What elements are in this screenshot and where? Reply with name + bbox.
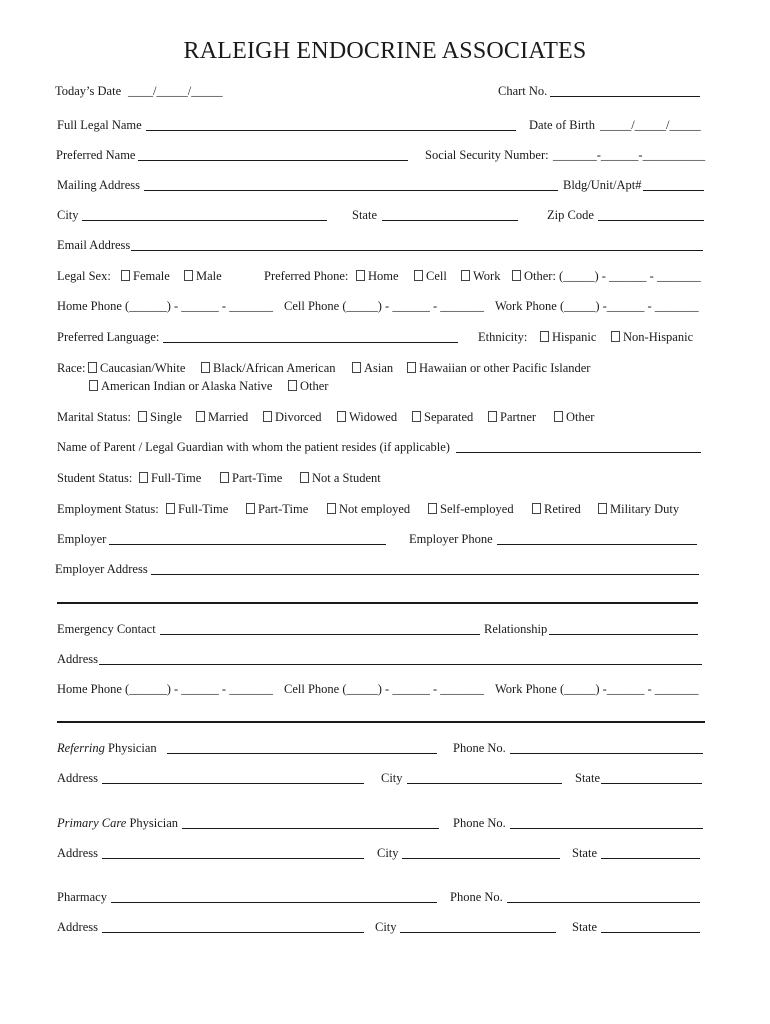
employment-full-time-option[interactable] — [166, 500, 228, 518]
emergency-address-field[interactable] — [99, 664, 702, 665]
physician-word: Physician — [104, 741, 157, 755]
checkbox-icon[interactable] — [407, 362, 416, 373]
primary-care-address-field[interactable] — [102, 858, 364, 859]
phone-cell-option[interactable] — [414, 267, 447, 285]
marital-widowed-option[interactable] — [337, 408, 397, 426]
chart-no-label: Chart No. — [498, 84, 548, 98]
row-student — [0, 469, 770, 487]
pharmacy-city-field[interactable] — [400, 932, 556, 933]
city-label: City — [57, 208, 79, 222]
row-referring — [0, 739, 770, 757]
emergency-contact-field[interactable] — [160, 634, 480, 635]
checkbox-icon[interactable] — [220, 472, 229, 483]
employer-field[interactable] — [109, 544, 386, 545]
race-hawaiian-option[interactable] — [407, 359, 590, 377]
option-label: Caucasian/White — [100, 361, 186, 375]
checkbox-icon[interactable] — [138, 411, 147, 422]
guardian-label: Name of Parent / Legal Guardian with whom the patient resides (if applicable) — [57, 440, 450, 454]
marital-partner-option[interactable] — [488, 408, 536, 426]
emergency-address-label: Address — [57, 652, 98, 666]
employer-label: Employer — [57, 532, 107, 546]
option-label: Not a Student — [312, 471, 381, 485]
state-field[interactable] — [382, 220, 518, 221]
race-asian-option[interactable] — [352, 359, 393, 377]
cell-phone-field[interactable]: Cell Phone (_____) - ______ - _______ — [284, 299, 484, 313]
checkbox-icon[interactable] — [532, 503, 541, 514]
checkbox-icon[interactable] — [139, 472, 148, 483]
employer-address-field[interactable] — [151, 574, 699, 575]
checkbox-icon[interactable] — [246, 503, 255, 514]
referring-physician-field[interactable] — [167, 753, 437, 754]
primary-care-city-field[interactable] — [402, 858, 560, 859]
option-label: Not employed — [339, 502, 411, 516]
row-emergency-address — [0, 650, 770, 668]
checkbox-icon[interactable] — [356, 270, 365, 281]
checkbox-icon[interactable] — [488, 411, 497, 422]
work-phone-field[interactable]: Work Phone (_____) -______ - _______ — [495, 299, 699, 313]
relationship-label: Relationship — [484, 622, 548, 636]
race-american-indian-option[interactable] — [89, 377, 272, 395]
emergency-home-phone-field[interactable]: Home Phone (______) - ______ - _______ — [57, 682, 273, 696]
option-label: Non-Hispanic — [623, 330, 694, 344]
checkbox-icon[interactable] — [166, 503, 175, 514]
full-legal-name-field[interactable] — [146, 130, 516, 131]
option-label: Cell — [426, 269, 447, 283]
primary-care-phone-field[interactable] — [510, 828, 703, 829]
referring-city-label: City — [381, 771, 403, 785]
zip-label: Zip Code — [547, 208, 594, 222]
option-label: Retired — [544, 502, 581, 516]
checkbox-icon[interactable] — [184, 270, 193, 281]
employer-phone-label: Employer Phone — [409, 532, 493, 546]
checkbox-icon[interactable] — [554, 411, 563, 422]
checkbox-icon[interactable] — [412, 411, 421, 422]
home-phone-field[interactable]: Home Phone (______) - ______ - _______ — [57, 299, 273, 313]
bldg-field[interactable] — [643, 190, 704, 191]
relationship-field[interactable] — [549, 634, 698, 635]
guardian-field[interactable] — [456, 452, 701, 453]
primary-care-address-label: Address — [57, 846, 98, 860]
todays-date-field[interactable]: ____/_____/_____ — [128, 84, 223, 98]
checkbox-icon[interactable] — [327, 503, 336, 514]
pharmacy-city-label: City — [375, 920, 397, 934]
student-full-time-option[interactable] — [139, 469, 201, 487]
todays-date-label: Today’s Date — [55, 84, 122, 98]
date-of-birth-label: Date of Birth — [529, 118, 595, 132]
row-emergency-phones — [0, 680, 770, 698]
state-label: State — [352, 208, 377, 222]
primary-care-physician-field[interactable] — [182, 828, 439, 829]
pharmacy-phone-field[interactable] — [507, 902, 700, 903]
checkbox-icon[interactable] — [288, 380, 297, 391]
option-label: Single — [150, 410, 182, 424]
section-divider — [57, 602, 698, 604]
option-label: Black/African American — [213, 361, 336, 375]
checkbox-icon[interactable] — [263, 411, 272, 422]
bldg-label: Bldg/Unit/Apt# — [563, 178, 642, 192]
ethnicity-non-hispanic-option[interactable] — [611, 328, 693, 346]
option-label: Full-Time — [151, 471, 202, 485]
checkbox-icon[interactable] — [337, 411, 346, 422]
pharmacy-address-label: Address — [57, 920, 98, 934]
row-city-state-zip — [0, 206, 770, 224]
employment-status-label: Employment Status: — [57, 502, 159, 516]
sex-male-option[interactable] — [184, 267, 222, 285]
checkbox-icon[interactable] — [88, 362, 97, 373]
row-date-chart — [0, 82, 770, 100]
option-label: Home — [368, 269, 399, 283]
section-divider — [57, 721, 705, 723]
checkbox-icon[interactable] — [196, 411, 205, 422]
checkbox-icon[interactable] — [540, 331, 549, 342]
row-name-dob — [0, 116, 770, 134]
referring-city-field[interactable] — [407, 783, 562, 784]
preferred-name-field[interactable] — [138, 160, 408, 161]
pharmacy-field[interactable] — [111, 902, 437, 903]
checkbox-icon[interactable] — [428, 503, 437, 514]
row-emergency — [0, 620, 770, 638]
row-employer — [0, 530, 770, 548]
row-phones — [0, 297, 770, 315]
ssn-label: Social Security Number: — [425, 148, 549, 162]
employer-phone-field[interactable] — [497, 544, 697, 545]
row-email — [0, 236, 770, 254]
preferred-phone-label: Preferred Phone: — [264, 269, 349, 283]
primary-care-state-label: State — [572, 846, 597, 860]
option-label: Other — [300, 379, 329, 393]
checkbox-icon[interactable] — [201, 362, 210, 373]
preferred-language-label: Preferred Language: — [57, 330, 160, 344]
date-of-birth-field[interactable]: _____/_____/_____ — [600, 118, 701, 132]
referring-phone-field[interactable] — [510, 753, 703, 754]
row-pharmacy — [0, 888, 770, 906]
referring-address-field[interactable] — [102, 783, 364, 784]
ssn-field[interactable]: _______-______-__________ — [553, 148, 706, 162]
legal-sex-label: Legal Sex: — [57, 269, 111, 283]
race-label: Race: — [57, 361, 86, 375]
row-primary-care-address — [0, 844, 770, 862]
race-other-option[interactable] — [288, 377, 328, 395]
option-label: Self-employed — [440, 502, 514, 516]
checkbox-icon[interactable] — [89, 380, 98, 391]
primary-care-state-field[interactable] — [601, 858, 700, 859]
option-label: Widowed — [349, 410, 398, 424]
employment-military-option[interactable] — [598, 500, 679, 518]
row-race-2 — [0, 377, 770, 395]
city-field[interactable] — [82, 220, 327, 221]
option-label: Asian — [364, 361, 394, 375]
row-mailing — [0, 176, 770, 194]
row-employment — [0, 500, 770, 518]
physician-word: Physician — [126, 816, 179, 830]
option-label: Full-Time — [178, 502, 229, 516]
email-label: Email Address — [57, 238, 131, 252]
chart-no-field[interactable] — [550, 96, 700, 97]
emergency-cell-phone-field[interactable]: Cell Phone (_____) - ______ - _______ — [284, 682, 484, 696]
row-primary-care — [0, 814, 770, 832]
phone-work-option[interactable] — [461, 267, 500, 285]
pharmacy-state-label: State — [572, 920, 597, 934]
referring-phone-label: Phone No. — [453, 741, 506, 755]
checkbox-icon[interactable] — [414, 270, 423, 281]
option-label: Male — [196, 269, 222, 283]
row-marital — [0, 408, 770, 426]
phone-home-option[interactable] — [356, 267, 399, 285]
marital-married-option[interactable] — [196, 408, 248, 426]
row-employer-address — [0, 560, 770, 578]
form-title: RALEIGH ENDOCRINE ASSOCIATES — [183, 38, 587, 64]
referring-address-label: Address — [57, 771, 98, 785]
pharmacy-phone-label: Phone No. — [450, 890, 503, 904]
marital-separated-option[interactable] — [412, 408, 473, 426]
phone-other-option[interactable] — [512, 267, 701, 285]
checkbox-icon[interactable] — [611, 331, 620, 342]
option-label: Separated — [424, 410, 474, 424]
email-field[interactable] — [131, 250, 703, 251]
pharmacy-address-field[interactable] — [102, 932, 364, 933]
checkbox-icon[interactable] — [352, 362, 361, 373]
full-legal-name-label: Full Legal Name — [57, 118, 142, 132]
employer-address-label: Employer Address — [55, 562, 148, 576]
referring-state-label: State — [575, 771, 600, 785]
student-not-student-option[interactable] — [300, 469, 381, 487]
row-language-ethnicity — [0, 328, 770, 346]
option-label: Partner — [500, 410, 537, 424]
referring-state-field[interactable] — [601, 783, 702, 784]
option-label: Hispanic — [552, 330, 597, 344]
pharmacy-label: Pharmacy — [57, 890, 107, 904]
employment-retired-option[interactable] — [532, 500, 581, 518]
ethnicity-label: Ethnicity: — [478, 330, 528, 344]
emergency-work-phone-field[interactable]: Work Phone (_____) -______ - _______ — [495, 682, 699, 696]
student-part-time-option[interactable] — [220, 469, 282, 487]
option-label: Married — [208, 410, 249, 424]
option-label: Hawaiian or other Pacific Islander — [419, 361, 591, 375]
preferred-language-field[interactable] — [163, 342, 458, 343]
primary-care-city-label: City — [377, 846, 399, 860]
checkbox-icon[interactable] — [461, 270, 470, 281]
option-label: American Indian or Alaska Native — [101, 379, 273, 393]
mailing-address-field[interactable] — [144, 190, 558, 191]
employment-part-time-option[interactable] — [246, 500, 308, 518]
option-label: Military Duty — [610, 502, 680, 516]
row-sex-phone — [0, 267, 770, 285]
employment-not-employed-option[interactable] — [327, 500, 410, 518]
marital-divorced-option[interactable] — [263, 408, 322, 426]
row-referring-address — [0, 769, 770, 787]
student-status-label: Student Status: — [57, 471, 133, 485]
preferred-name-label: Preferred Name — [56, 148, 136, 162]
option-label: Female — [133, 269, 170, 283]
checkbox-icon[interactable] — [121, 270, 130, 281]
referring-italic: Referring — [57, 741, 105, 755]
mailing-address-label: Mailing Address — [57, 178, 140, 192]
option-label: Other — [566, 410, 595, 424]
option-label: Divorced — [275, 410, 322, 424]
checkbox-icon[interactable] — [300, 472, 309, 483]
row-guardian — [0, 438, 770, 456]
row-preferred-ssn — [0, 146, 770, 164]
ethnicity-hispanic-option[interactable] — [540, 328, 596, 346]
option-label: Work — [473, 269, 501, 283]
option-label: Part-Time — [258, 502, 309, 516]
race-caucasian-option[interactable] — [88, 359, 185, 377]
option-label: Part-Time — [232, 471, 283, 485]
checkbox-icon[interactable] — [512, 270, 521, 281]
primary-care-italic: Primary Care — [57, 816, 127, 830]
race-black-option[interactable] — [201, 359, 336, 377]
marital-status-label: Marital Status: — [57, 410, 131, 424]
row-pharmacy-address — [0, 918, 770, 936]
marital-single-option[interactable] — [138, 408, 182, 426]
checkbox-icon[interactable] — [598, 503, 607, 514]
primary-care-phone-label: Phone No. — [453, 816, 506, 830]
marital-other-option[interactable] — [554, 408, 594, 426]
primary-care-physician-label — [57, 814, 178, 832]
pharmacy-state-field[interactable] — [601, 932, 700, 933]
referring-physician-label — [57, 739, 157, 757]
row-race-1 — [0, 359, 770, 377]
zip-field[interactable] — [598, 220, 704, 221]
employment-self-employed-option[interactable] — [428, 500, 514, 518]
emergency-contact-label: Emergency Contact — [57, 622, 156, 636]
sex-female-option[interactable] — [121, 267, 170, 285]
option-label: Other: (_____) - ______ - _______ — [524, 269, 701, 283]
